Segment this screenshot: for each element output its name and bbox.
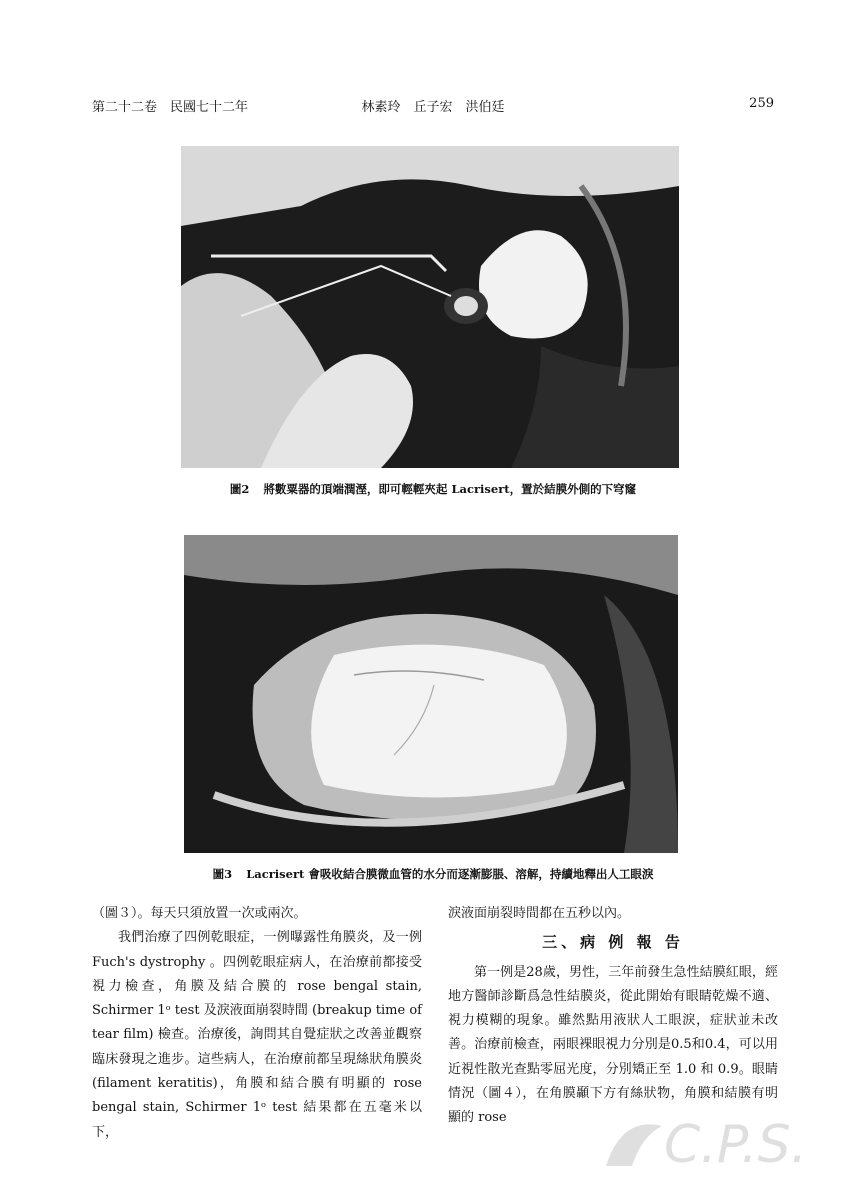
cps-watermark-logo xyxy=(602,1106,832,1174)
figure-3-number: 圖3 xyxy=(212,867,233,881)
left-paragraph-1: （圖３）。每天只須放置一次或兩次。 xyxy=(92,906,307,921)
figure-2-caption-text: 將數粟器的頂端潤溼，即可輕輕夾起 Lacrisert，置於結膜外側的下穹窿 xyxy=(263,482,637,496)
figure-3-photo xyxy=(184,535,678,853)
figure-3-caption xyxy=(0,866,866,882)
figure-2-photo xyxy=(181,146,679,468)
figure-2-number: 圖2 xyxy=(229,482,250,496)
right-text-column xyxy=(448,902,778,1131)
section-title-case-report: 三、病 例 報 告 xyxy=(542,933,684,952)
right-paragraph-2: 第一例是28歲，男性，三年前發生急性結膜紅眼，經地方醫師診斷爲急性結膜炎，從此開始有眼睛乾燥不適、視力模糊的現象。雖然點用液狀人工眼淚，症狀並未改善。治療前檢查，兩眼裸眼視力分別是0.5和0.4，可以用近視性散光查點零屈光度，分別矯正至 1.0 和 0.9。眼睛情況（圖４），在角膜顳下方有絲狀物，角膜和結膜有明顯的 rose xyxy=(448,964,778,1126)
journal-volume-year: 第二十二卷 民國七十二年 xyxy=(92,100,249,115)
figure-2-caption xyxy=(0,481,866,497)
right-paragraph-1: 淚液面崩裂時間都在五秒以內。 xyxy=(448,906,631,921)
svg-text:C.P.S.: C.P.S. xyxy=(664,1115,808,1174)
page-number: 259 xyxy=(749,96,774,111)
left-text-column xyxy=(92,902,422,1145)
left-paragraph-2: 我們治療了四例乾眼症，一例曝露性角膜炎，及一例 Fuch's dystrophy 。四例乾眼症病人，在治療前都接受視力檢查，角膜及結合膜的 rose bengal stain, Schirmer 1ᵒ test 及淚液面崩裂時間 (breakup time of tear film) 檢查。治療後，詢問其自覺症狀之改善並觀察臨床發現之進步。這些病人，在治療前都呈現絲狀角膜炎 (filament keratitis)，角膜和結合膜有明顯的 rose bengal stain, Schirmer 1ᵒ test 結果都在五毫米以下， xyxy=(92,930,422,1140)
author-names: 林素玲 丘子宏 洪伯廷 xyxy=(361,100,505,115)
figure-3-caption-text: Lacrisert 會吸收結合膜微血管的水分而逐漸膨脹、溶解，持續地釋出人工眼淚 xyxy=(246,867,654,881)
